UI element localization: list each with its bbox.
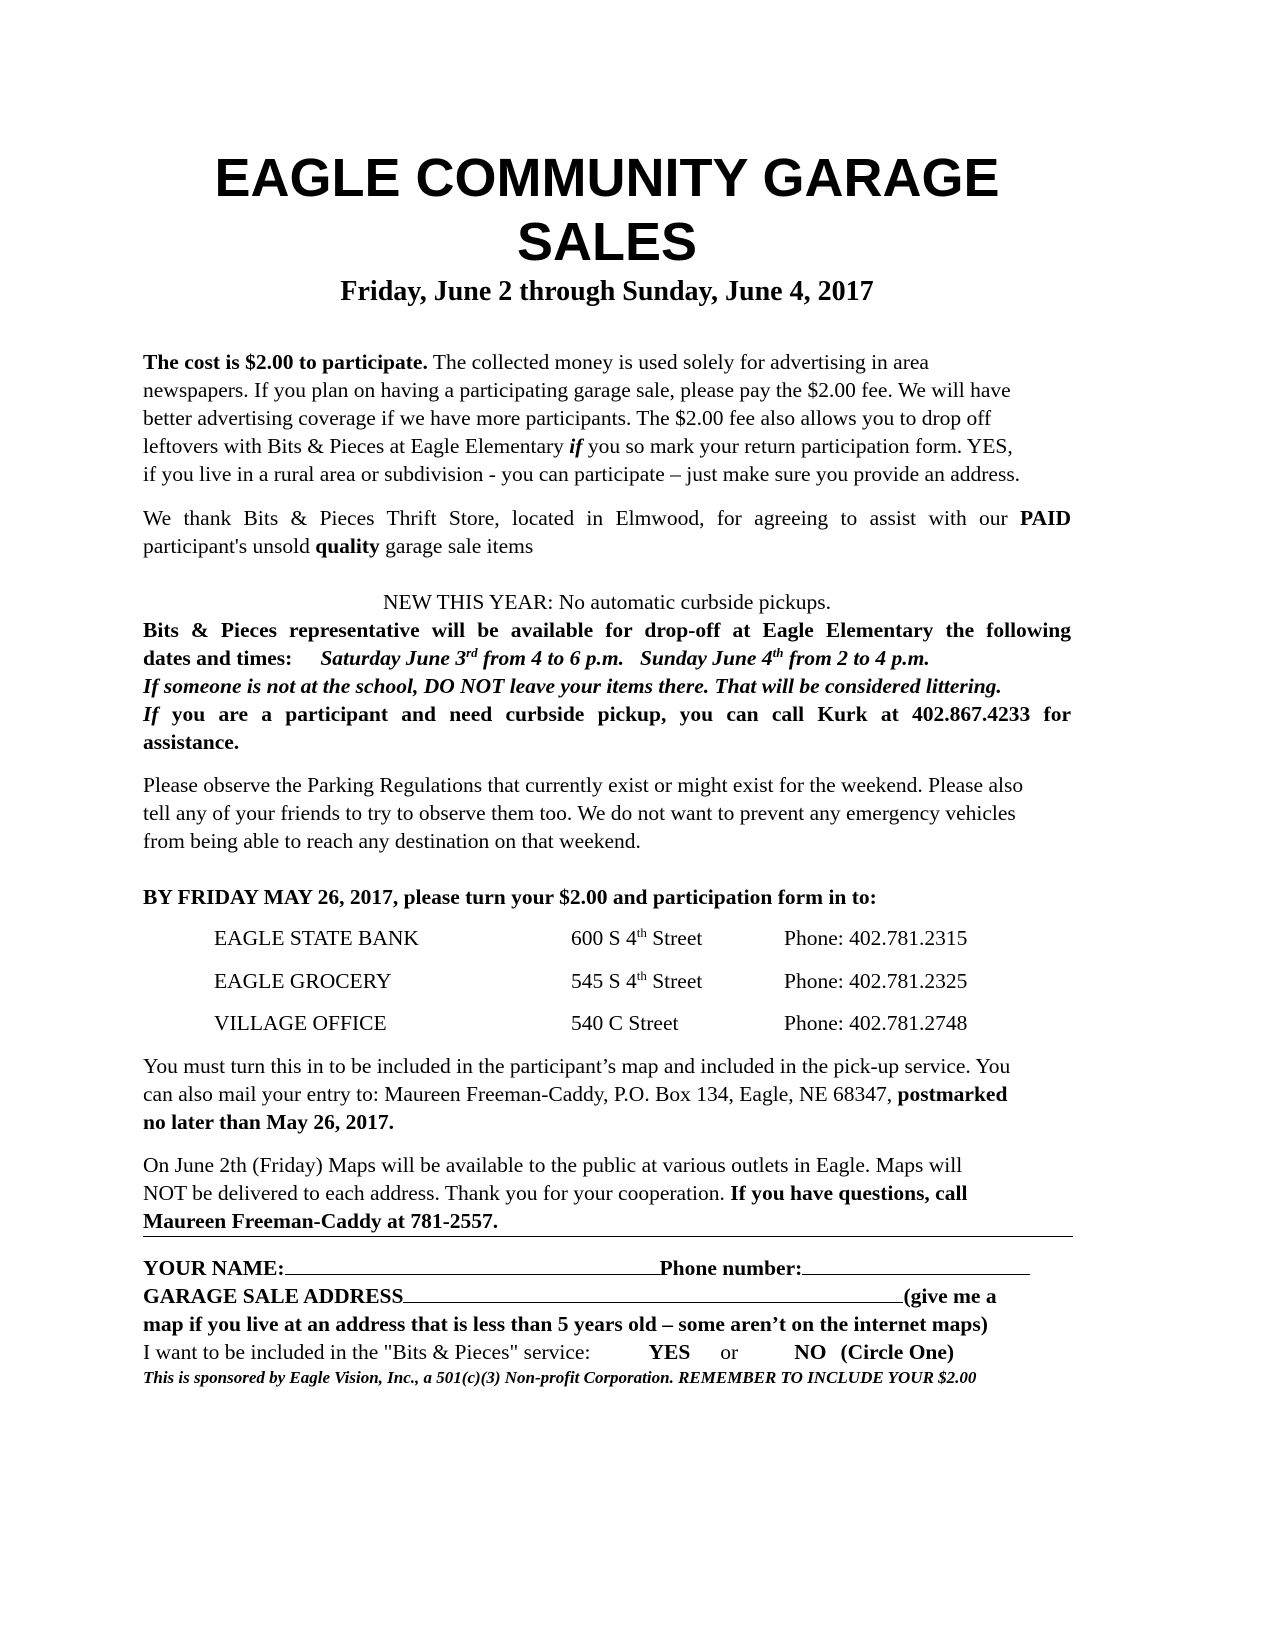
name-field[interactable] xyxy=(285,1254,660,1275)
emphasis: if xyxy=(569,434,583,458)
event-dates: Friday, June 2 through Sunday, June 4, 2017 xyxy=(340,276,874,307)
text: assistance. xyxy=(143,730,240,754)
title-line: SALES xyxy=(516,212,698,272)
text: garage sale items xyxy=(379,534,534,558)
text: We thank Bits & Pieces Thrift Store, located in Elmwood, for agreeing to assist with our xyxy=(143,506,1021,530)
address-field[interactable] xyxy=(403,1282,903,1303)
address-label: GARAGE SALE ADDRESS xyxy=(143,1284,404,1308)
text: 545 S 4 xyxy=(571,969,637,993)
emphasis: PAID xyxy=(1020,506,1071,530)
text: newspapers. If you plan on having a participating garage sale, please pay the $2.00 fee. We will have xyxy=(143,378,1011,402)
text: The collected money is used solely for advertising in area xyxy=(427,350,929,374)
maps-paragraph xyxy=(143,1151,1071,1235)
text: participant's unsold xyxy=(143,534,316,558)
text: you so mark your return participation form. YES, xyxy=(582,434,1013,458)
location-name: VILLAGE OFFICE xyxy=(214,1011,387,1035)
new-this-year: NEW THIS YEAR: No automatic curbside pickups. xyxy=(382,590,832,614)
text: you are a participant and need curbside pickup, you can call Kurk at 402.867.4233 for xyxy=(158,702,1071,726)
location-phone: Phone: 402.781.2325 xyxy=(784,969,968,993)
yes-option[interactable]: YES xyxy=(648,1340,691,1364)
text: If xyxy=(143,702,159,726)
location-address xyxy=(571,960,702,1002)
text: On June 2th (Friday) Maps will be available to the public at various outlets in Eagle. Maps will xyxy=(143,1153,963,1177)
text: Saturday June 3 xyxy=(320,646,467,670)
dropoff-paragraph xyxy=(143,616,1071,756)
title-line: EAGLE COMMUNITY GARAGE xyxy=(214,148,1000,208)
text: Bits & Pieces representative will be available for drop-off at Eagle Elementary the following xyxy=(143,618,1071,642)
parking-paragraph xyxy=(143,771,1071,855)
page-title xyxy=(143,146,1071,274)
text: Street xyxy=(646,969,703,993)
warning: If someone is not at the school, DO NOT leave your items there. That will be considered littering. xyxy=(143,674,1002,698)
text: (Circle One) xyxy=(840,1340,955,1364)
sponsor-footer: This is sponsored by Eagle Vision, Inc., a 501(c)(3) Non-profit Corporation. REMEMBER TO INCLUDE YOUR $2.00 xyxy=(143,1368,977,1387)
thanks-paragraph xyxy=(143,504,1071,560)
text: Please observe the Parking Regulations that currently exist or might exist for the weekend. Please also xyxy=(143,773,1024,797)
participation-form xyxy=(143,1254,1071,1390)
text: th xyxy=(636,924,647,940)
location-row xyxy=(214,917,1014,959)
text: from being able to reach any destination on that weekend. xyxy=(143,829,641,853)
turnin-paragraph xyxy=(143,1052,1071,1136)
location-name: EAGLE STATE BANK xyxy=(214,926,419,950)
emphasis: postmarked xyxy=(897,1082,1008,1106)
phone-field[interactable] xyxy=(802,1254,1030,1275)
location-phone: Phone: 402.781.2315 xyxy=(784,926,968,950)
text: Sunday June 4 xyxy=(639,646,773,670)
text: Street xyxy=(646,926,703,950)
location-address xyxy=(571,917,702,959)
location-row xyxy=(214,1002,1014,1044)
text: th xyxy=(636,967,647,983)
text: from 2 to 4 p.m. xyxy=(783,646,930,670)
location-name: EAGLE GROCERY xyxy=(214,969,392,993)
text: or xyxy=(720,1340,739,1364)
cost-emphasis: The cost is $2.00 to participate. xyxy=(143,350,428,374)
emphasis: no later than May 26, 2017. xyxy=(143,1110,395,1134)
text: 600 S 4 xyxy=(571,926,637,950)
text: better advertising coverage if we have more participants. The $2.00 fee also allows you to drop off xyxy=(143,406,992,430)
deadline-heading: BY FRIDAY MAY 26, 2017, please turn your $2.00 and participation form in to: xyxy=(143,885,877,909)
divider xyxy=(143,1236,1073,1237)
text: You must turn this in to be included in the participant’s map and included in the pick-up service. You xyxy=(143,1054,1011,1078)
text: leftovers with Bits & Pieces at Eagle Elementary xyxy=(143,434,570,458)
text: from 4 to 6 p.m. xyxy=(477,646,624,670)
no-option[interactable]: NO xyxy=(794,1340,827,1364)
text: dates and times: xyxy=(143,646,293,670)
text: NOT be delivered to each address. Thank you for your cooperation. xyxy=(143,1181,731,1205)
location-phone: Phone: 402.781.2748 xyxy=(784,1011,968,1035)
text: rd xyxy=(466,644,478,660)
text: can also mail your entry to: Maureen Freeman-Caddy, P.O. Box 134, Eagle, NE 68347, xyxy=(143,1082,898,1106)
service-label: I want to be included in the "Bits & Pieces" service: xyxy=(143,1340,591,1364)
contact: Maureen Freeman-Caddy at 781-2557. xyxy=(143,1209,499,1233)
phone-label: Phone number: xyxy=(659,1256,803,1280)
cost-paragraph xyxy=(143,348,1071,488)
emphasis: If you have questions, call xyxy=(730,1181,968,1205)
text: tell any of your friends to try to observe them too. We do not want to prevent any emergency vehicles xyxy=(143,801,1016,825)
location-address: 540 C Street xyxy=(571,1011,679,1035)
name-label: YOUR NAME: xyxy=(143,1256,285,1280)
text: map if you live at an address that is less than 5 years old – some aren’t on the internet maps) xyxy=(143,1312,988,1336)
text: (give me a xyxy=(903,1284,997,1308)
location-row xyxy=(214,960,1014,1002)
emphasis: quality xyxy=(315,534,380,558)
text: if you live in a rural area or subdivision - you can participate – just make sure you provide an address. xyxy=(143,462,1021,486)
text: th xyxy=(772,644,784,660)
